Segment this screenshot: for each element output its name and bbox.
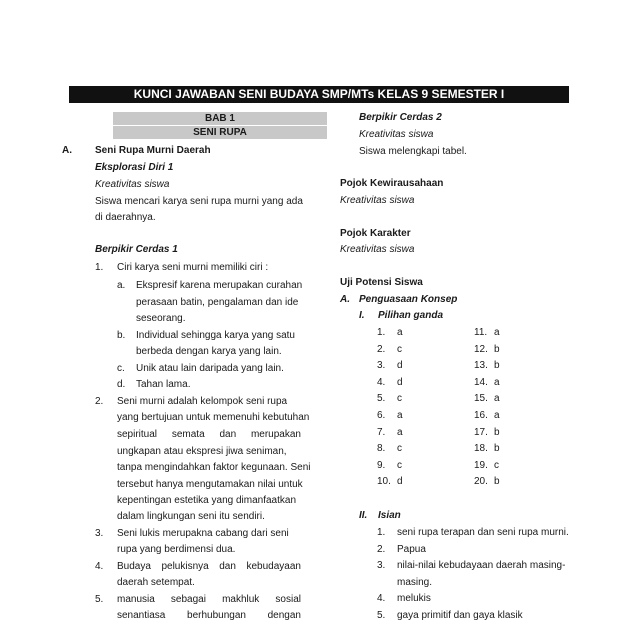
mc-item-number: 10.	[377, 476, 391, 488]
penguasaan-letter: A.	[340, 294, 350, 305]
word: semata	[171, 429, 205, 440]
sub-item-text: Unik atau lain daripada yang lain.	[136, 363, 284, 374]
pojok-karakter-subtitle: Kreativitas siswa	[340, 244, 415, 255]
mc-item-number: 2.	[377, 343, 386, 355]
mc-item-number: 8.	[377, 443, 386, 455]
mc-item-number: 1.	[377, 327, 386, 338]
mc-item-number: 3.	[377, 360, 386, 372]
chapter-name: SENI RUPA	[113, 126, 327, 139]
mc-item-number: 15.	[474, 393, 488, 405]
sub-item-letter: d.	[117, 379, 126, 390]
mc-item-answer: a	[494, 393, 500, 405]
mc-item-number: 11.	[474, 327, 488, 338]
mc-item-number: 20.	[474, 476, 488, 488]
sub-item-letter: c.	[117, 363, 125, 374]
sub-item-text: Ekspresif karena merupakan curahan	[136, 280, 303, 291]
mc-item-answer: b	[494, 343, 500, 355]
mc-item-answer: d	[397, 376, 403, 388]
isian-item-number: 1.	[377, 527, 386, 538]
sub-item-text: seseorang.	[136, 313, 186, 324]
mc-item-number: 9.	[377, 459, 386, 471]
word: berhubungan	[187, 610, 246, 621]
mc-item-number: 6.	[377, 410, 386, 421]
answer-text: yang bertujuan untuk memenuhi kebutuhan	[117, 412, 310, 423]
pilihan-ganda-title: Pilihan ganda	[378, 310, 444, 321]
isian-item-answer: Papua	[397, 543, 426, 555]
isian-item-number: 2.	[377, 543, 386, 555]
mc-item-answer: b	[494, 426, 500, 438]
word: dan	[219, 561, 236, 572]
mc-item-answer: c	[397, 443, 402, 455]
answer-text: ungkapan atau ekspresi jiwa seniman,	[117, 446, 287, 457]
isian-item-answer: seni rupa terapan dan seni rupa murni.	[397, 527, 569, 538]
berpikir-cerdas-1-title: Berpikir Cerdas 1	[95, 244, 178, 255]
mc-item-answer: a	[397, 327, 403, 338]
mc-item-number: 13.	[474, 360, 488, 372]
answer-text-justified	[117, 429, 301, 441]
word: senantiasa	[117, 610, 166, 621]
pojok-kewirausahaan-subtitle: Kreativitas siswa	[340, 195, 415, 206]
sub-item-letter: b.	[117, 330, 126, 341]
mc-item-answer: b	[494, 476, 500, 488]
mc-item-answer: a	[397, 410, 403, 421]
answer-text-justified	[117, 561, 301, 573]
sub-item-text: Tahan lama.	[136, 379, 191, 390]
berpikir-cerdas-2-subtitle: Kreativitas siswa	[359, 129, 434, 140]
answer-text: Seni murni adalah kelompok seni rupa	[117, 396, 288, 407]
isian-item-answer: masing.	[397, 576, 433, 588]
sub-item-text: berbeda dengan karya yang lain.	[136, 346, 282, 357]
answer-text: dalam lingkungan seni itu sendiri.	[117, 511, 265, 522]
pojok-kewirausahaan-title: Pojok Kewirausahaan	[340, 178, 444, 189]
mc-item-answer: a	[494, 376, 500, 388]
pojok-karakter-title: Pojok Karakter	[340, 228, 411, 239]
answer-text-justified	[117, 594, 301, 606]
answer-text: daerah setempat.	[117, 577, 195, 588]
answer-text-justified	[117, 610, 301, 622]
mc-item-answer: a	[494, 410, 500, 421]
question-text: Ciri karya seni murni memiliki ciri :	[117, 262, 269, 273]
word: makhluk	[222, 594, 260, 605]
section-title: Seni Rupa Murni Daerah	[95, 145, 211, 156]
mc-item-answer: d	[397, 360, 403, 372]
mc-item-answer: d	[397, 476, 403, 488]
eksplorasi-text-line: Siswa mencari karya seni rupa murni yang ada	[95, 196, 303, 207]
mc-item-answer: c	[397, 343, 402, 355]
isian-item-answer: gaya primitif dan gaya klasik	[397, 610, 523, 621]
mc-item-number: 4.	[377, 376, 386, 388]
uji-potensi-title: Uji Potensi Siswa	[340, 277, 423, 288]
answer-text: tersebut hanya mengutamakan nilai untuk	[117, 479, 303, 490]
isian-title: Isian	[378, 510, 401, 521]
sub-item-letter: a.	[117, 280, 126, 291]
chapter-number: BAB 1	[113, 112, 327, 125]
mc-item-number: 19.	[474, 459, 488, 471]
isian-item-number: 4.	[377, 593, 386, 605]
word: Budaya	[117, 561, 151, 572]
document-title: KUNCI JAWABAN SENI BUDAYA SMP/MTs KELAS 9 SEMESTER I	[69, 86, 569, 103]
question-number: 5.	[95, 594, 104, 605]
word: pelukisnya	[161, 561, 209, 572]
mc-item-answer: c	[397, 393, 402, 405]
mc-item-number: 16.	[474, 410, 488, 421]
word: sosial	[275, 594, 301, 605]
isian-item-answer: melukis	[397, 593, 431, 605]
question-number: 2.	[95, 396, 104, 407]
word: merupakan	[250, 429, 301, 440]
word: sepiritual	[117, 429, 158, 440]
isian-roman: II.	[359, 510, 368, 521]
mc-item-number: 14.	[474, 376, 488, 388]
answer-text: Seni lukis merupakna cabang dari seni	[117, 528, 289, 539]
sub-item-text: perasaan batin, pengalaman dan ide	[136, 297, 299, 308]
sub-item-text: Individual sehingga karya yang satu	[136, 330, 295, 341]
question-number: 3.	[95, 528, 104, 539]
mc-item-answer: a	[494, 327, 500, 338]
mc-item-answer: c	[494, 459, 499, 471]
isian-item-number: 5.	[377, 610, 386, 621]
word: dan	[219, 429, 237, 440]
question-number: 1.	[95, 262, 104, 273]
mc-item-number: 12.	[474, 343, 488, 355]
answer-text: kepentingan estetika yang dimanfaatkan	[117, 495, 297, 506]
penguasaan-konsep-title: Penguasaan Konsep	[359, 294, 458, 305]
isian-item-number: 3.	[377, 560, 386, 572]
answer-text: rupa yang berdimensi dua.	[117, 544, 236, 555]
word: kebudayaan	[246, 561, 301, 572]
mc-item-number: 5.	[377, 393, 386, 405]
word: manusia	[117, 594, 155, 605]
mc-item-answer: b	[494, 443, 500, 455]
word: dengan	[267, 610, 301, 621]
eksplorasi-subtitle: Kreativitas siswa	[95, 179, 170, 190]
mc-item-answer: c	[397, 459, 402, 471]
mc-item-answer: b	[494, 360, 500, 372]
berpikir-cerdas-2-title: Berpikir Cerdas 2	[359, 112, 442, 123]
eksplorasi-text-line: di daerahnya.	[95, 212, 156, 223]
word: sebagai	[170, 594, 206, 605]
section-letter: A.	[62, 145, 72, 156]
eksplorasi-title: Eksplorasi Diri 1	[95, 162, 174, 173]
mc-item-answer: a	[397, 426, 403, 438]
question-number: 4.	[95, 561, 104, 572]
mc-item-number: 7.	[377, 426, 386, 438]
berpikir-cerdas-2-text: Siswa melengkapi tabel.	[359, 146, 467, 157]
mc-item-number: 18.	[474, 443, 488, 455]
answer-text: tanpa mengindahkan faktor kegunaan. Seni	[117, 462, 311, 473]
mc-item-number: 17.	[474, 426, 488, 438]
isian-item-answer: nilai-nilai kebudayaan daerah masing-	[397, 560, 566, 572]
pilihan-ganda-roman: I.	[359, 310, 365, 321]
